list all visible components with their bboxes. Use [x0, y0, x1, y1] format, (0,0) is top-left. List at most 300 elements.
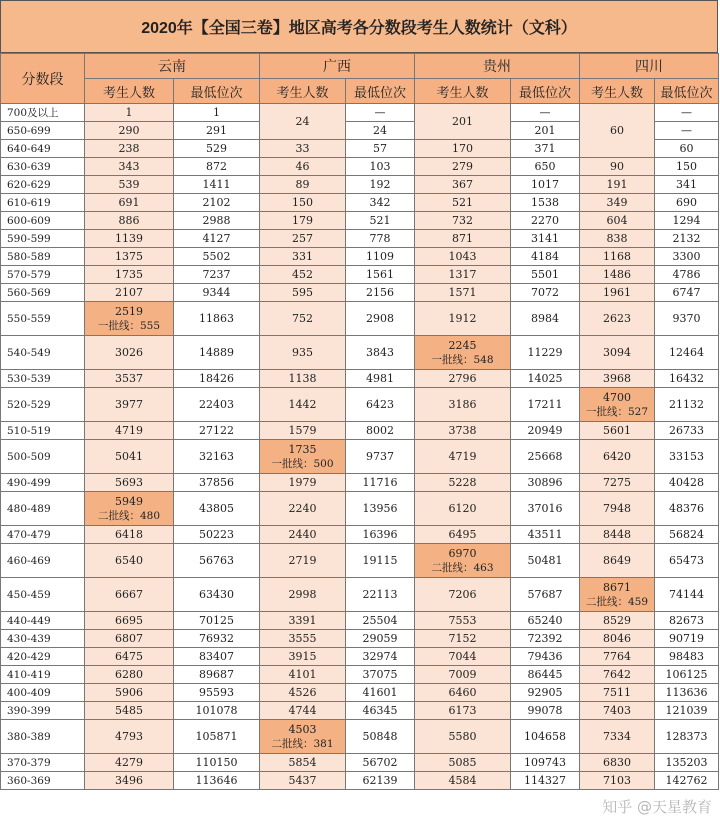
count-cell: 1912 [415, 302, 511, 336]
rank-cell: 3141 [511, 230, 580, 248]
segment-cell: 390-399 [1, 702, 85, 720]
count-cell: 6420 [580, 440, 655, 474]
count-cell: 6830 [580, 754, 655, 772]
rank-cell: 105871 [174, 720, 260, 754]
rank-cell: 142762 [655, 772, 719, 790]
count-value: 1735 [288, 442, 317, 456]
rank-cell: 1538 [511, 194, 580, 212]
rank-cell: 95593 [174, 684, 260, 702]
count-cell: 4793 [85, 720, 174, 754]
count-cell: 7152 [415, 630, 511, 648]
count-header: 考生人数 [85, 79, 174, 104]
rank-cell: 82673 [655, 612, 719, 630]
rank-cell: 89687 [174, 666, 260, 684]
rank-cell: 872 [174, 158, 260, 176]
rank-cell: 17211 [511, 388, 580, 422]
segment-cell: 480-489 [1, 492, 85, 526]
count-cell: 150 [260, 194, 346, 212]
rank-cell: 86445 [511, 666, 580, 684]
count-cell: 7044 [415, 648, 511, 666]
rank-header: 最低位次 [174, 79, 260, 104]
segment-cell: 590-599 [1, 230, 85, 248]
table-row [1, 630, 719, 648]
province-header-yunnan: 云南 [85, 54, 260, 79]
table-row [1, 702, 719, 720]
rank-cell: 2270 [511, 212, 580, 230]
rank-cell: — [655, 122, 719, 140]
count-cell: 6540 [85, 544, 174, 578]
count-cell: 1486 [580, 266, 655, 284]
rank-cell: 56824 [655, 526, 719, 544]
rank-cell: 5501 [511, 266, 580, 284]
count-cell: 5437 [260, 772, 346, 790]
count-cell: 1139 [85, 230, 174, 248]
segment-cell: 650-699 [1, 122, 85, 140]
count-cell: 6667 [85, 578, 174, 612]
rank-cell: 25668 [511, 440, 580, 474]
segment-header: 分数段 [1, 54, 85, 104]
rank-cell: 6423 [346, 388, 415, 422]
rank-cell: 192 [346, 176, 415, 194]
rank-cell: 43511 [511, 526, 580, 544]
count-cell: 90 [580, 158, 655, 176]
table-row [1, 336, 719, 370]
cutoff-label: 二批线：480 [97, 509, 161, 522]
rank-cell: 9370 [655, 302, 719, 336]
rank-cell: 7237 [174, 266, 260, 284]
count-value: 8671 [603, 580, 631, 594]
count-cell: 2240 [260, 492, 346, 526]
count-cell: 2440 [260, 526, 346, 544]
rank-header: 最低位次 [655, 79, 719, 104]
rank-cell: 48376 [655, 492, 719, 526]
rank-cell: 90719 [655, 630, 719, 648]
table-row [1, 158, 719, 176]
count-cell: 3094 [580, 336, 655, 370]
segment-cell: 440-449 [1, 612, 85, 630]
count-cell: 1979 [260, 474, 346, 492]
count-cell: 7764 [580, 648, 655, 666]
count-cell: 838 [580, 230, 655, 248]
cutoff-label: 一批线：555 [97, 319, 161, 332]
count-cell: 7403 [580, 702, 655, 720]
table-row [1, 370, 719, 388]
rank-cell: 83407 [174, 648, 260, 666]
rank-cell: 57 [346, 140, 415, 158]
count-cell: 8529 [580, 612, 655, 630]
cutoff-label: 二批线：459 [585, 595, 649, 608]
table-row [1, 284, 719, 302]
segment-cell: 630-639 [1, 158, 85, 176]
count-cell: 1442 [260, 388, 346, 422]
rank-cell: 3843 [346, 336, 415, 370]
rank-cell: 37856 [174, 474, 260, 492]
count-cell: 3537 [85, 370, 174, 388]
count-cell: 4526 [260, 684, 346, 702]
count-cell: 7103 [580, 772, 655, 790]
segment-cell: 360-369 [1, 772, 85, 790]
rank-cell: 62139 [346, 772, 415, 790]
count-cell: 5085 [415, 754, 511, 772]
table-row [1, 772, 719, 790]
rank-cell: 7072 [511, 284, 580, 302]
count-cell: 33 [260, 140, 346, 158]
rank-cell: 109743 [511, 754, 580, 772]
rank-cell: 106125 [655, 666, 719, 684]
count-cell: 7948 [580, 492, 655, 526]
count-cell: 935 [260, 336, 346, 370]
count-cell: 1043 [415, 248, 511, 266]
count-cell: 201 [415, 104, 511, 140]
rank-cell: 11229 [511, 336, 580, 370]
count-value: 2245 [448, 338, 477, 352]
segment-cell: 470-479 [1, 526, 85, 544]
table-row [1, 230, 719, 248]
count-cell: 257 [260, 230, 346, 248]
rank-cell: 14025 [511, 370, 580, 388]
count-cell: 290 [85, 122, 174, 140]
watermark: 知乎 @天星教育 [602, 798, 712, 816]
count-cell: 1735 [85, 266, 174, 284]
count-cell: 238 [85, 140, 174, 158]
table-row [1, 176, 719, 194]
table-row [1, 422, 719, 440]
count-cell: 1961 [580, 284, 655, 302]
rank-cell: 342 [346, 194, 415, 212]
segment-cell: 580-589 [1, 248, 85, 266]
count-value: 5949 [115, 494, 143, 508]
count-cell: 6695 [85, 612, 174, 630]
count-cell: 4744 [260, 702, 346, 720]
count-cell: 1579 [260, 422, 346, 440]
table-row [1, 544, 719, 578]
count-value: 4503 [288, 722, 317, 736]
table-row [1, 212, 719, 230]
count-cell: 2998 [260, 578, 346, 612]
count-cell: 7275 [580, 474, 655, 492]
count-value: 6970 [448, 546, 477, 560]
count-cell: 5485 [85, 702, 174, 720]
rank-cell: 25504 [346, 612, 415, 630]
rank-cell: 4184 [511, 248, 580, 266]
segment-cell: 380-389 [1, 720, 85, 754]
count-cell: 279 [415, 158, 511, 176]
segment-cell: 410-419 [1, 666, 85, 684]
rank-cell: 11863 [174, 302, 260, 336]
rank-cell: 18426 [174, 370, 260, 388]
rank-cell: 2132 [655, 230, 719, 248]
rank-cell: 56702 [346, 754, 415, 772]
rank-cell: 4786 [655, 266, 719, 284]
rank-cell: 114327 [511, 772, 580, 790]
count-cell: 3186 [415, 388, 511, 422]
count-cell: 46 [260, 158, 346, 176]
count-cell: 871 [415, 230, 511, 248]
rank-cell: — [346, 104, 415, 122]
rank-cell: 70125 [174, 612, 260, 630]
count-cell: 539 [85, 176, 174, 194]
count-cell: 6475 [85, 648, 174, 666]
segment-cell: 600-609 [1, 212, 85, 230]
segment-cell: 560-569 [1, 284, 85, 302]
rank-cell: 63430 [174, 578, 260, 612]
count-cell: 3391 [260, 612, 346, 630]
count-cell: 6807 [85, 630, 174, 648]
rank-cell: 21132 [655, 388, 719, 422]
rank-cell: 72392 [511, 630, 580, 648]
rank-cell: 46345 [346, 702, 415, 720]
table-row [1, 302, 719, 336]
rank-cell: 113646 [174, 772, 260, 790]
count-value: 2519 [115, 304, 143, 318]
rank-cell: 14889 [174, 336, 260, 370]
cutoff-count-cell [580, 578, 655, 612]
count-cell: 3026 [85, 336, 174, 370]
cutoff-count-cell [415, 544, 511, 578]
segment-cell: 420-429 [1, 648, 85, 666]
count-cell: 6460 [415, 684, 511, 702]
count-cell: 521 [415, 194, 511, 212]
rank-cell: 11716 [346, 474, 415, 492]
segment-cell: 640-649 [1, 140, 85, 158]
segment-cell: 550-559 [1, 302, 85, 336]
rank-cell: 1294 [655, 212, 719, 230]
rank-cell: 29059 [346, 630, 415, 648]
province-header-guizhou: 贵州 [415, 54, 580, 79]
segment-cell: 570-579 [1, 266, 85, 284]
table-row [1, 194, 719, 212]
rank-cell: 50223 [174, 526, 260, 544]
cutoff-count-cell [415, 336, 511, 370]
rank-cell: 50848 [346, 720, 415, 754]
count-cell: 7334 [580, 720, 655, 754]
rank-cell: 1561 [346, 266, 415, 284]
count-cell: 4719 [85, 422, 174, 440]
count-cell: 8448 [580, 526, 655, 544]
segment-cell: 370-379 [1, 754, 85, 772]
table-row [1, 754, 719, 772]
rank-cell: 128373 [655, 720, 719, 754]
rank-cell: 4981 [346, 370, 415, 388]
table-row [1, 612, 719, 630]
count-cell: 4101 [260, 666, 346, 684]
segment-cell: 530-539 [1, 370, 85, 388]
count-cell: 6495 [415, 526, 511, 544]
count-cell: 191 [580, 176, 655, 194]
segment-cell: 490-499 [1, 474, 85, 492]
rank-cell: 24 [346, 122, 415, 140]
rank-cell: 110150 [174, 754, 260, 772]
count-cell: 7511 [580, 684, 655, 702]
segment-cell: 460-469 [1, 544, 85, 578]
count-cell: 89 [260, 176, 346, 194]
rank-cell: 201 [511, 122, 580, 140]
cutoff-label: 二批线：381 [271, 737, 334, 750]
rank-header: 最低位次 [511, 79, 580, 104]
segment-cell: 520-529 [1, 388, 85, 422]
count-cell: 452 [260, 266, 346, 284]
rank-cell: 6747 [655, 284, 719, 302]
rank-cell: 13956 [346, 492, 415, 526]
count-cell: 691 [85, 194, 174, 212]
table-row [1, 266, 719, 284]
count-cell: 5906 [85, 684, 174, 702]
rank-cell: 50481 [511, 544, 580, 578]
rank-cell: 9737 [346, 440, 415, 474]
count-cell: 179 [260, 212, 346, 230]
rank-cell: 26733 [655, 422, 719, 440]
count-cell: 2623 [580, 302, 655, 336]
count-cell: 3555 [260, 630, 346, 648]
rank-cell: 2988 [174, 212, 260, 230]
rank-cell: 521 [346, 212, 415, 230]
count-cell: 6280 [85, 666, 174, 684]
rank-cell: 32974 [346, 648, 415, 666]
count-cell: 4279 [85, 754, 174, 772]
segment-cell: 400-409 [1, 684, 85, 702]
rank-cell: 2156 [346, 284, 415, 302]
count-cell: 343 [85, 158, 174, 176]
count-header: 考生人数 [580, 79, 655, 104]
count-cell: 5854 [260, 754, 346, 772]
rank-cell: 2908 [346, 302, 415, 336]
rank-cell: 19115 [346, 544, 415, 578]
segment-cell: 430-439 [1, 630, 85, 648]
count-cell: 5580 [415, 720, 511, 754]
score-distribution-table [0, 53, 719, 790]
table-row [1, 388, 719, 422]
cutoff-count-cell [580, 388, 655, 422]
rank-cell: 37016 [511, 492, 580, 526]
table-row [1, 666, 719, 684]
rank-cell: 27122 [174, 422, 260, 440]
count-cell: 1571 [415, 284, 511, 302]
province-header-sichuan: 四川 [580, 54, 719, 79]
rank-cell: 12464 [655, 336, 719, 370]
count-cell: 3977 [85, 388, 174, 422]
rank-cell: 103 [346, 158, 415, 176]
rank-cell: — [511, 104, 580, 122]
rank-cell: 8984 [511, 302, 580, 336]
count-cell: 6120 [415, 492, 511, 526]
rank-cell: 5502 [174, 248, 260, 266]
table-row [1, 578, 719, 612]
segment-cell: 450-459 [1, 578, 85, 612]
rank-cell: 1411 [174, 176, 260, 194]
count-cell: 604 [580, 212, 655, 230]
count-cell: 595 [260, 284, 346, 302]
rank-cell: 371 [511, 140, 580, 158]
rank-cell: 8002 [346, 422, 415, 440]
rank-cell: 41601 [346, 684, 415, 702]
segment-cell: 500-509 [1, 440, 85, 474]
rank-cell: 60 [655, 140, 719, 158]
rank-cell: 33153 [655, 440, 719, 474]
rank-cell: 56763 [174, 544, 260, 578]
province-header-guangxi: 广西 [260, 54, 415, 79]
table-row [1, 474, 719, 492]
rank-cell: 778 [346, 230, 415, 248]
table-row [1, 684, 719, 702]
count-cell: 7009 [415, 666, 511, 684]
segment-cell: 510-519 [1, 422, 85, 440]
count-value: 4700 [603, 390, 631, 404]
table-row [1, 720, 719, 754]
rank-cell: 9344 [174, 284, 260, 302]
rank-cell: 121039 [655, 702, 719, 720]
table-row [1, 248, 719, 266]
rank-cell: 291 [174, 122, 260, 140]
rank-cell: 341 [655, 176, 719, 194]
rank-cell: 1 [174, 104, 260, 122]
rank-cell: 22403 [174, 388, 260, 422]
count-cell: 7206 [415, 578, 511, 612]
rank-cell: 1017 [511, 176, 580, 194]
rank-cell: 43805 [174, 492, 260, 526]
count-cell: 886 [85, 212, 174, 230]
rank-cell: 104658 [511, 720, 580, 754]
count-cell: 5228 [415, 474, 511, 492]
count-cell: 4584 [415, 772, 511, 790]
rank-header: 最低位次 [346, 79, 415, 104]
count-cell: 1168 [580, 248, 655, 266]
rank-cell: 113636 [655, 684, 719, 702]
count-cell: 3496 [85, 772, 174, 790]
count-cell: 3915 [260, 648, 346, 666]
count-cell: 349 [580, 194, 655, 212]
rank-cell: 150 [655, 158, 719, 176]
count-cell: 2796 [415, 370, 511, 388]
count-cell: 24 [260, 104, 346, 140]
rank-cell: 20949 [511, 422, 580, 440]
count-cell: 1317 [415, 266, 511, 284]
count-header: 考生人数 [260, 79, 346, 104]
segment-cell: 540-549 [1, 336, 85, 370]
rank-cell: — [655, 104, 719, 122]
count-cell: 3738 [415, 422, 511, 440]
count-cell: 3968 [580, 370, 655, 388]
table-row [1, 526, 719, 544]
cutoff-count-cell [85, 492, 174, 526]
rank-cell: 16432 [655, 370, 719, 388]
count-cell: 5693 [85, 474, 174, 492]
count-cell: 5601 [580, 422, 655, 440]
count-cell: 752 [260, 302, 346, 336]
rank-cell: 37075 [346, 666, 415, 684]
rank-cell: 79436 [511, 648, 580, 666]
rank-cell: 99078 [511, 702, 580, 720]
count-cell: 4719 [415, 440, 511, 474]
table-row [1, 648, 719, 666]
rank-cell: 650 [511, 158, 580, 176]
rank-cell: 32163 [174, 440, 260, 474]
cutoff-count-cell [85, 302, 174, 336]
cutoff-count-cell [260, 720, 346, 754]
rank-cell: 3300 [655, 248, 719, 266]
count-cell: 7553 [415, 612, 511, 630]
rank-cell: 2102 [174, 194, 260, 212]
table-row [1, 492, 719, 526]
segment-cell: 610-619 [1, 194, 85, 212]
rank-cell: 92905 [511, 684, 580, 702]
rank-cell: 4127 [174, 230, 260, 248]
rank-cell: 101078 [174, 702, 260, 720]
count-cell: 1 [85, 104, 174, 122]
rank-cell: 40428 [655, 474, 719, 492]
count-cell: 60 [580, 104, 655, 158]
count-cell: 331 [260, 248, 346, 266]
segment-cell: 620-629 [1, 176, 85, 194]
